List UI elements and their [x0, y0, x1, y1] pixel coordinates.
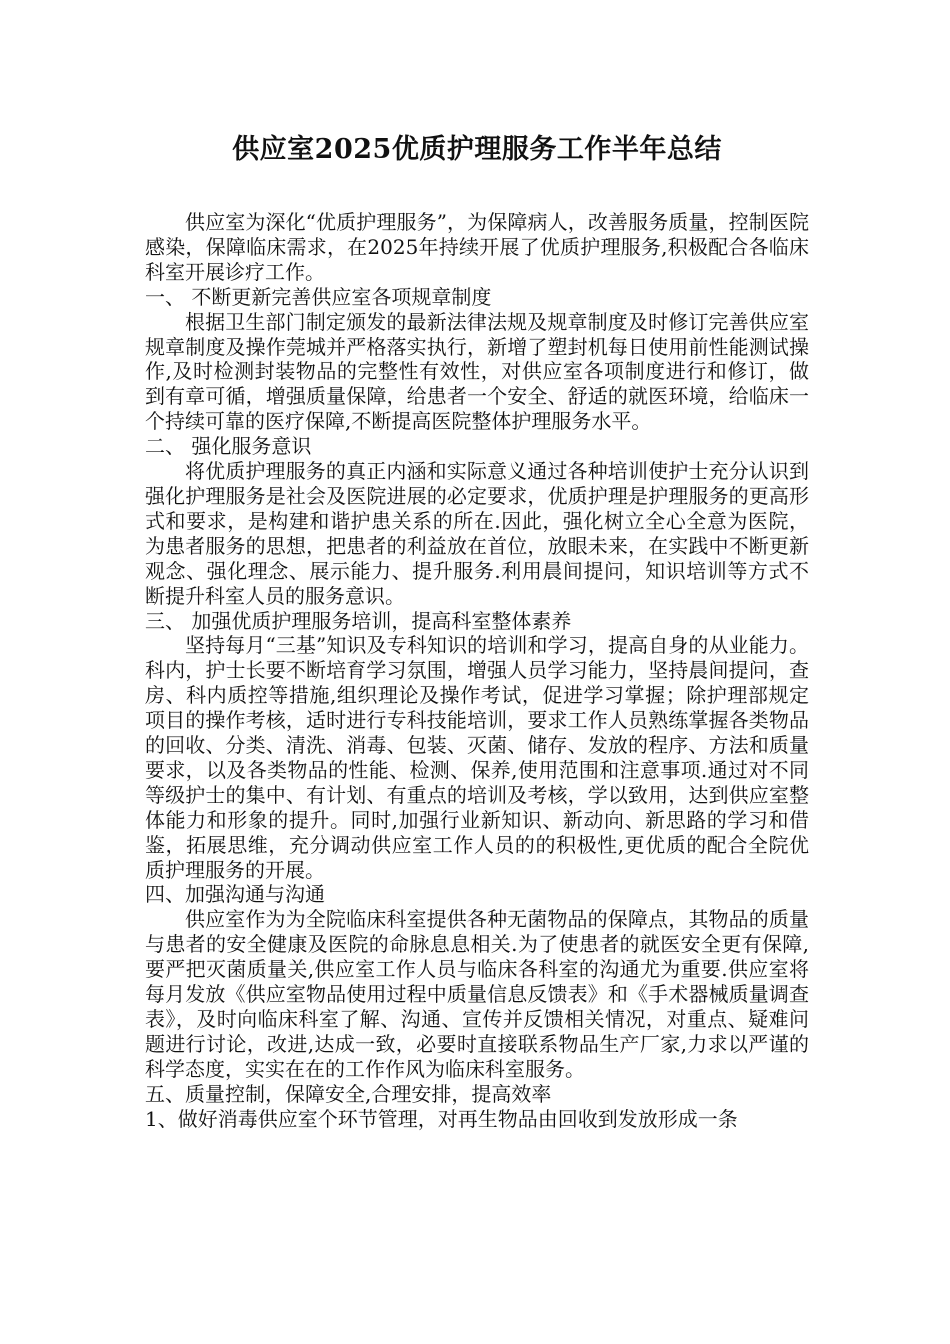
section-3-body: 坚持每月“三基”知识及专科知识的培训和学习，提高自身的从业能力。科内，护士长要不断培育学习氛围，增强人员学习能力，坚持晨间提问，查房、科内质控等措施,组织理论及操作考试，促进学习掌握；除护理部规定项目的操作考核，适时进行专科技能培训，要求工作人员熟练掌握各类物品的回收、分类、清洗、消毒、包装、灭菌、储存、发放的程序、方法和质量要求，以及各类物品的性能、检测、保养,使用范围和注意事项.通过对不同等级护士的集中、有计划、有重点的培训及考核，学以致用，达到供应室整体能力和形象的提升。同时,加强行业新知识、新动向、新思路的学习和借鉴，拓展思维，充分调动供应室工作人员的的积极性,更优质的配合全院优质护理服务的开展。	[145, 633, 809, 882]
section-3-heading: 三、 加强优质护理服务培训，提高科室整体素养	[145, 608, 572, 633]
section-4-heading: 四、加强沟通与沟通	[145, 882, 325, 907]
section-1-body: 根据卫生部门制定颁发的最新法律法规及规章制度及时修订完善供应室规章制度及操作莞城并严格落实执行，新增了塑封机每日使用前性能测试操作,及时检测封装物品的完整性有效性，对供应室各项制度进行和修订，做到有章可循，增强质量保障，给患者一个安全、舒适的就医环境，给临床一个持续可靠的医疗保障,不断提高医院整体护理服务水平。	[145, 309, 809, 434]
section-5-heading: 五、质量控制，保障安全,合理安排，提高效率	[145, 1081, 552, 1106]
section-4-body: 供应室作为为全院临床科室提供各种无菌物品的保障点，其物品的质量与患者的安全健康及医院的命脉息息相关.为了使患者的就医安全更有保障,要严把灭菌质量关,供应室工作人员与临床各科室的沟通尤为重要.供应室将每月发放《供应室物品使用过程中质量信息反馈表》和《手术器械质量调查表》，及时向临床科室了解、沟通、宣传并反馈相关情况，对重点、疑难问题进行讨论，改进,达成一致，必要时直接联系物品生产厂家,力求以严谨的科学态度，实实在在的工作作风为临床科室服务。	[145, 907, 809, 1081]
section-2-heading: 二、 强化服务意识	[145, 434, 312, 459]
intro-paragraph: 供应室为深化“优质护理服务”，为保障病人，改善服务质量，控制医院感染，保障临床需求，在2025年持续开展了优质护理服务,积极配合各临床科室开展诊疗工作。	[145, 210, 809, 284]
section-5-first-item: 1、做好消毒供应室个环节管理，对再生物品由回收到发放形成一条	[145, 1106, 738, 1131]
section-1-heading: 一、 不断更新完善供应室各项规章制度	[145, 284, 492, 309]
document-page	[145, 128, 809, 1132]
section-2-body: 将优质护理服务的真正内涵和实际意义通过各种培训使护士充分认识到强化护理服务是社会及医院进展的必定要求，优质护理是护理服务的更高形式和要求，是构建和谐护患关系的所在.因此，强化树立全心全意为医院，为患者服务的思想，把患者的利益放在首位，放眼未来，在实践中不断更新观念、强化理念、展示能力、提升服务.利用晨间提问，知识培训等方式不断提升科室人员的服务意识。	[145, 459, 809, 608]
document-title: 供应室2025优质护理服务工作半年总结	[232, 134, 722, 165]
